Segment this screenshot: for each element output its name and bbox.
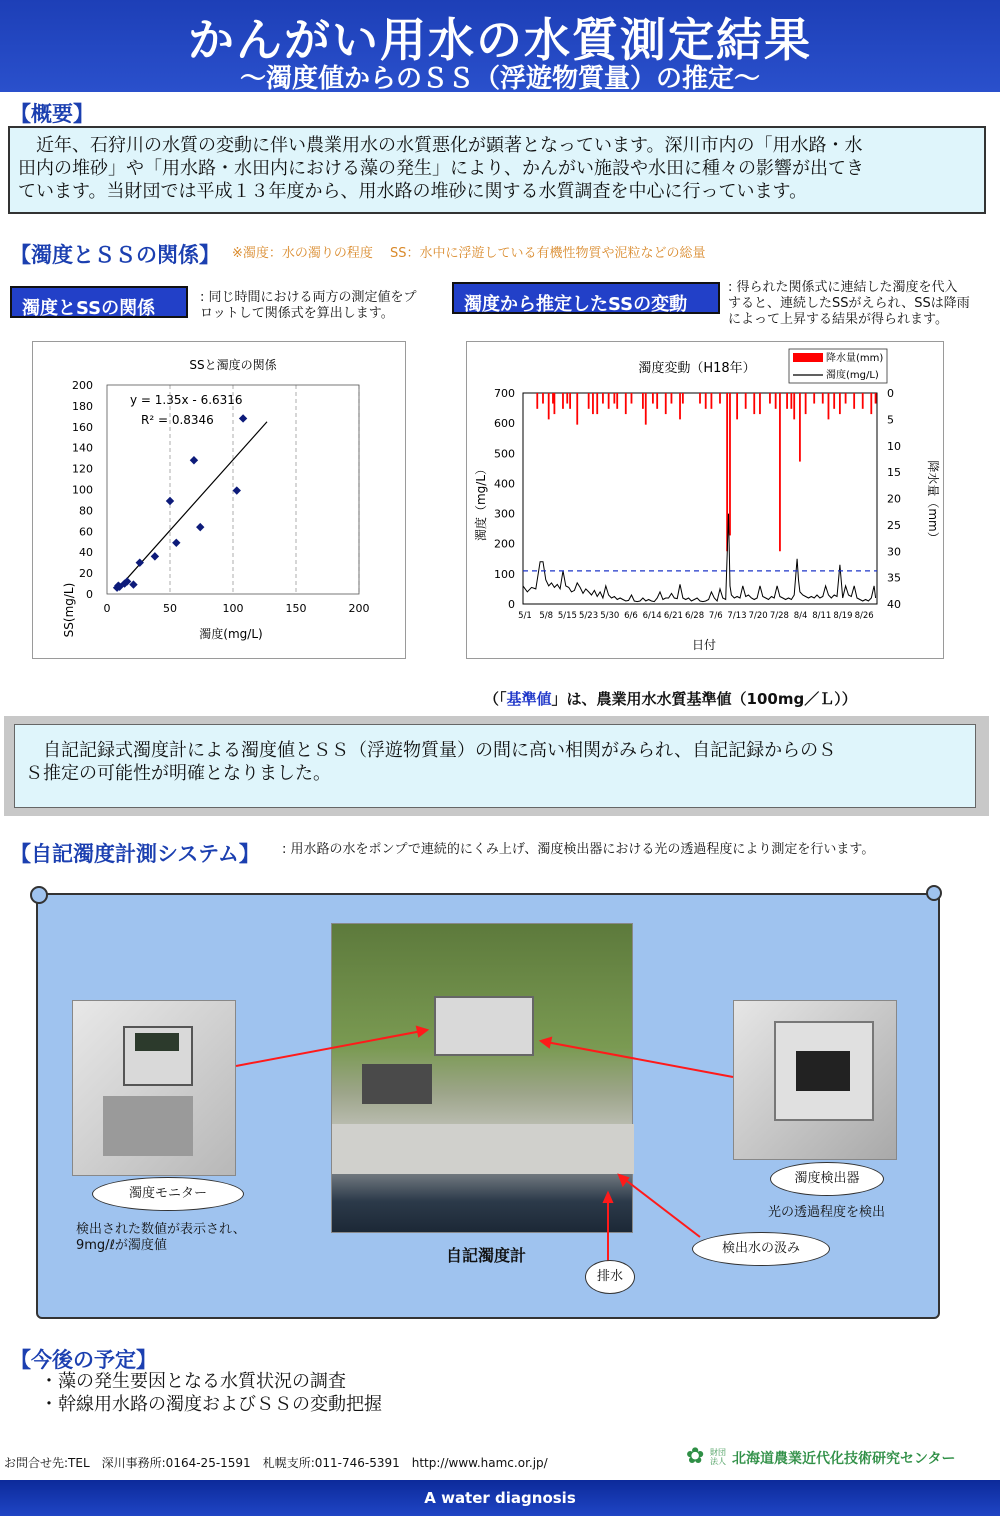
x-tick-label: 7/13 xyxy=(727,611,747,621)
pointer-monitor-head xyxy=(417,1027,427,1036)
y-axis-label: SS(mg/L) xyxy=(62,582,76,638)
variation-note-line: すると、連続したSSがえられ、SSは降雨 xyxy=(728,296,970,311)
right-tick-label: 40 xyxy=(887,598,901,611)
legend-turbidity-label: 濁度(mg/L) xyxy=(826,370,879,381)
monitor-description-line: 検出された数値が表示され、 xyxy=(76,1222,246,1237)
pointer-detector xyxy=(541,1041,733,1077)
y-tick-label: 140 xyxy=(72,441,93,455)
x-tick-label: 6/21 xyxy=(663,611,683,621)
variation-label: 濁度から推定したSSの変動 xyxy=(452,282,720,314)
overview-heading: 【概要】 xyxy=(10,102,94,126)
future-item: ・藻の発生要因となる水質状況の調査 xyxy=(40,1371,346,1392)
reference-note-highlight: 基準値 xyxy=(506,690,552,708)
future-item: ・幹線用水路の濁度およびＳＳの変動把握 xyxy=(40,1394,382,1415)
x-tick-label: 7/28 xyxy=(769,611,789,621)
org-name: 北海道農業近代化技術研究センター xyxy=(732,1451,956,1467)
right-tick-label: 0 xyxy=(887,387,894,400)
right-tick-label: 25 xyxy=(887,518,901,532)
legend-rain-label: 降水量(mm) xyxy=(826,353,884,364)
right-tick-label: 30 xyxy=(887,545,901,559)
monitor-description-line: 9mg/ℓが濁度値 xyxy=(76,1238,167,1253)
x-tick-label: 200 xyxy=(348,602,370,615)
y-tick-label: 60 xyxy=(79,525,93,539)
right-tick-label: 35 xyxy=(887,571,901,585)
pointer-intake-head xyxy=(619,1175,628,1185)
y-tick-label: 40 xyxy=(79,546,93,560)
footer-bar: A water diagnosis xyxy=(0,1480,1000,1516)
y-tick-label: 180 xyxy=(72,399,93,413)
y-tick-label: 200 xyxy=(72,379,93,392)
drain-label: 排水 xyxy=(585,1260,635,1294)
pointer-drain-head xyxy=(604,1193,612,1202)
x-tick-label: 150 xyxy=(285,602,307,615)
x-tick-label: 8/26 xyxy=(854,611,874,621)
right-axis-label: 降水量（mm） xyxy=(926,460,940,544)
left-tick-label: 700 xyxy=(494,387,515,400)
overview-line: ています。当財団では平成１３年度から、用水路の堆砂に関する水質調査を中心に行っています。 xyxy=(18,181,808,202)
x-tick-label: 7/6 xyxy=(708,611,723,621)
x-tick-label: 8/4 xyxy=(793,611,808,621)
contact-info: お問合せ先:TEL 深川事務所:0164-25-1591 札幌支所:011-746-5391 http://www.hamc.or.jp/ xyxy=(4,1456,548,1470)
left-tick-label: 0 xyxy=(508,598,515,611)
system-heading: 【自記濁度計測システム】 xyxy=(10,842,260,866)
org-type: 財団法人 xyxy=(710,1448,726,1466)
x-tick-label: 8/11 xyxy=(812,611,832,621)
left-axis-label: 濁度（mg/L） xyxy=(474,462,488,542)
monitor-label: 濁度モニター xyxy=(92,1177,244,1211)
x-tick-label: 5/15 xyxy=(557,611,577,621)
y-tick-label: 80 xyxy=(79,504,93,518)
monitor-description xyxy=(76,1222,246,1254)
pointer-intake xyxy=(619,1175,700,1237)
variation-note-line: によって上昇する結果が得られます。 xyxy=(728,312,948,327)
intake-label: 検出水の汲み xyxy=(692,1232,830,1266)
meter-label: 自記濁度計 xyxy=(446,1246,527,1265)
x-tick-label: 6/14 xyxy=(642,611,662,621)
y-tick-label: 160 xyxy=(72,420,93,434)
conclusion-line: Ｓ推定の可能性が明確となりました。 xyxy=(25,763,331,784)
page-subtitle: ～濁度値からのＳＳ（浮遊物質量）の推定～ xyxy=(239,64,760,94)
r2-label: R² = 0.8346 xyxy=(141,413,214,427)
overview-line: 田内の堆砂」や「用水路・水田内における藻の発生」により、かんがい施設や水田に種々の影響が出てき xyxy=(18,158,864,179)
x-axis-label: 日付 xyxy=(691,638,717,652)
future-list xyxy=(40,1370,382,1416)
chart-title: 濁度変動（H18年） xyxy=(638,361,756,376)
relation-label: 濁度とSSの関係 xyxy=(10,286,188,318)
right-tick-label: 5 xyxy=(887,413,894,427)
left-tick-label: 400 xyxy=(494,477,515,491)
relation-heading: 【濁度とＳＳの関係】 xyxy=(10,243,220,267)
page-title: かんがい用水の水質測定結果 xyxy=(188,13,812,67)
pointer-detector-head xyxy=(541,1038,551,1047)
left-tick-label: 300 xyxy=(494,507,515,521)
future-heading: 【今後の予定】 xyxy=(10,1348,157,1372)
x-tick-label: 0 xyxy=(103,602,111,615)
x-tick-label: 5/8 xyxy=(539,611,554,621)
equation-label: y = 1.35x - 6.6316 xyxy=(130,393,243,407)
org-logo-icon: ✿ xyxy=(686,1444,705,1469)
overview-line: 近年、石狩川の水質の変動に伴い農業用水の水質悪化が顕著となっています。深川市内の「用水路・水 xyxy=(18,135,863,156)
y-tick-label: 20 xyxy=(79,567,93,581)
chart-title: SSと濁度の関係 xyxy=(189,358,277,372)
y-tick-label: 100 xyxy=(72,483,93,497)
left-tick-label: 600 xyxy=(494,417,515,431)
right-tick-label: 20 xyxy=(887,492,901,506)
detector-description: 光の透過程度を検出 xyxy=(768,1205,886,1220)
x-tick-label: 50 xyxy=(163,602,177,615)
x-tick-label: 8/19 xyxy=(833,611,853,621)
x-axis-label: 濁度(mg/L) xyxy=(199,627,263,641)
x-tick-label: 5/1 xyxy=(518,611,532,621)
x-tick-label: 5/30 xyxy=(600,611,620,621)
right-tick-label: 10 xyxy=(887,439,901,453)
y-tick-label: 120 xyxy=(72,462,93,476)
detector-label: 濁度検出器 xyxy=(770,1162,884,1196)
conclusion-line: 自記記録式濁度計による濁度値とＳＳ（浮遊物質量）の間に高い相関がみられ、自記記録からのＳ xyxy=(25,740,837,761)
reference-note-prefix: （「 xyxy=(484,690,507,708)
left-tick-label: 200 xyxy=(494,537,515,551)
x-tick-label: 5/23 xyxy=(579,611,599,621)
pointer-monitor xyxy=(236,1030,427,1066)
y-tick-label: 0 xyxy=(86,588,93,601)
x-tick-label: 6/6 xyxy=(624,611,638,621)
x-tick-label: 7/20 xyxy=(748,611,768,621)
reference-note-suffix: 」は、農業用水水質基準値（100mg／Ｌ）） xyxy=(551,690,857,708)
left-tick-label: 500 xyxy=(494,447,515,461)
x-tick-label: 6/28 xyxy=(685,611,705,621)
org-logo xyxy=(686,1444,996,1470)
relation-note-line: : 同じ時間における両方の測定値をプ xyxy=(200,290,417,305)
x-tick-label: 100 xyxy=(222,602,244,615)
variation-note-line: : 得られた関係式に連結した濁度を代入 xyxy=(728,280,958,295)
system-note: : 用水路の水をポンプで連続的にくみ上げ、濁度検出器における光の透過程度により測定を行います。 xyxy=(282,842,875,857)
relation-note-line: ロットして関係式を算出します。 xyxy=(200,306,394,321)
definition-note: ※濁度：水の濁りの程度 SS：水中に浮遊している有機性物質や泥粒などの総量 xyxy=(232,246,706,261)
right-tick-label: 15 xyxy=(887,466,901,480)
left-tick-label: 100 xyxy=(494,567,515,581)
